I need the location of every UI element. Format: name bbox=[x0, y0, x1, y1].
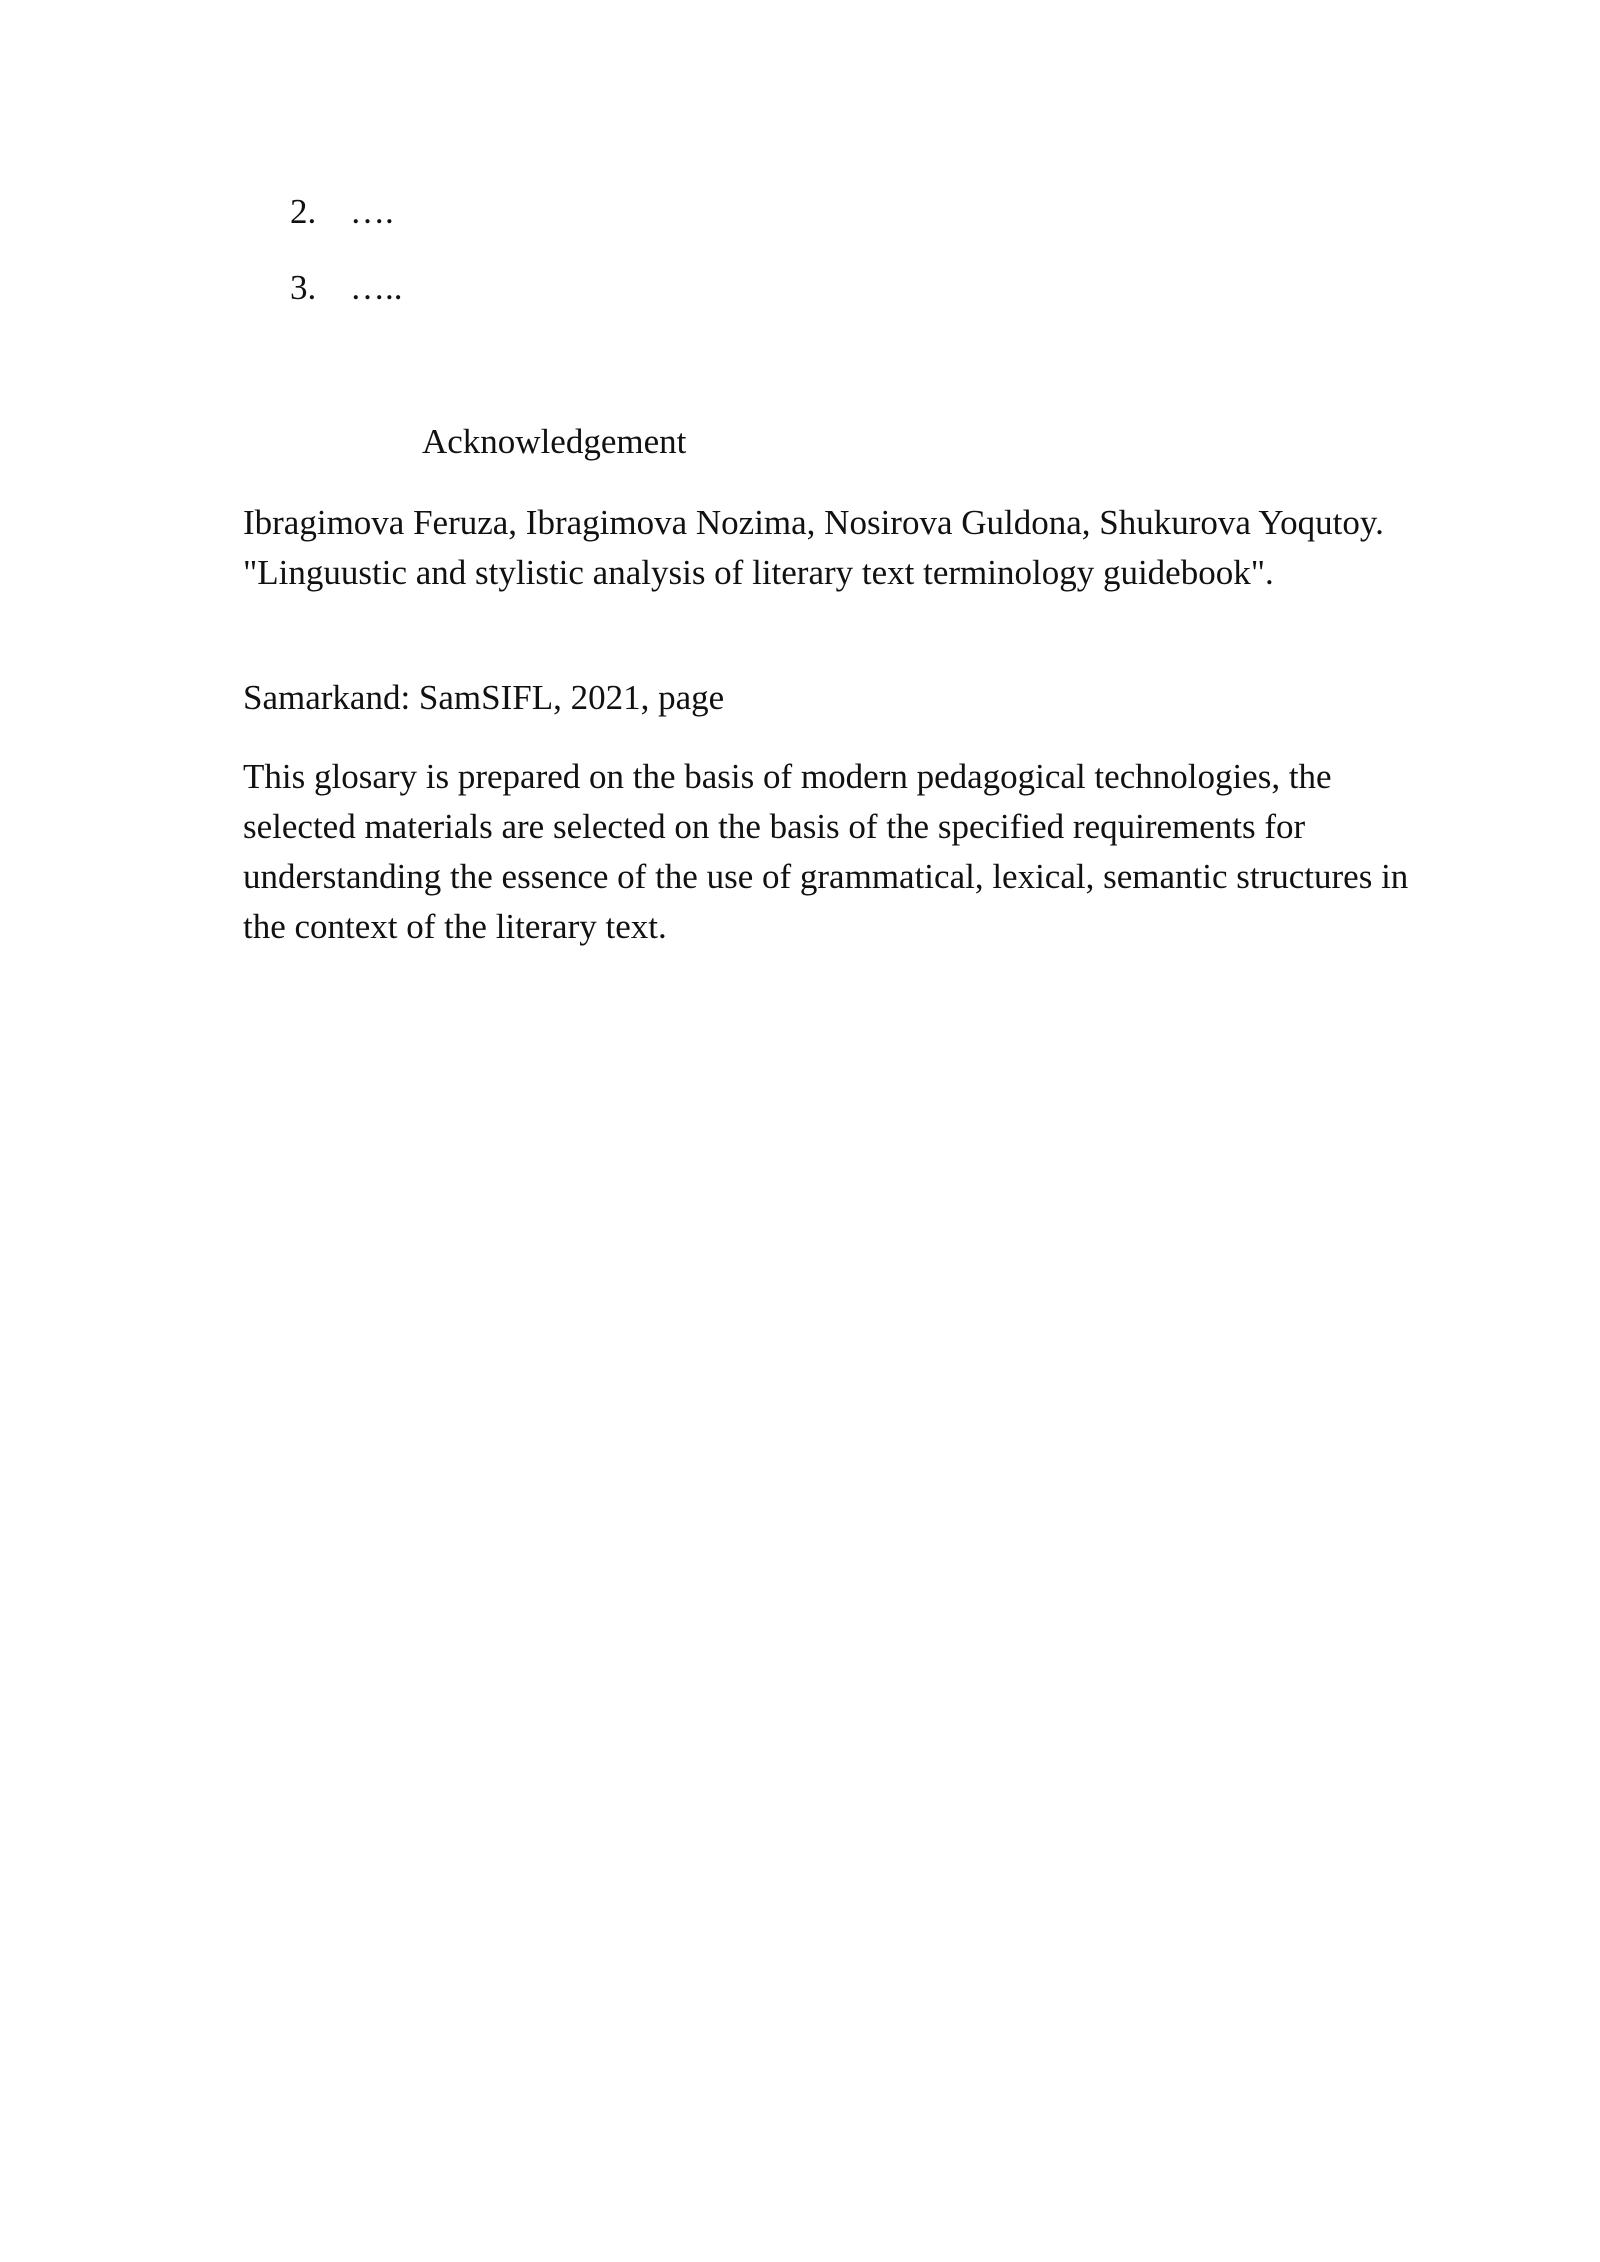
list-item-number: 2. bbox=[290, 192, 317, 231]
numbered-list bbox=[290, 192, 403, 344]
list-item-text: ….. bbox=[350, 268, 403, 307]
list-item bbox=[290, 192, 403, 232]
list-item-text: …. bbox=[350, 192, 394, 231]
section-heading: Acknowledgement bbox=[422, 422, 687, 461]
citation-paragraph: Ibragimova Feruza, Ibragimova Nozima, Nosirova Guldona, Shukurova Yoqutoy. "Linguustic and stylistic analysis of literary text terminology guidebook". bbox=[243, 503, 1384, 592]
description-paragraph: This glosary is prepared on the basis of modern pedagogical technologies, the selected materials are selected on the basis of the specified requirements for understanding the essence of the use of grammatical, lexical, semantic structures in the context of the literary text. bbox=[243, 757, 1409, 946]
list-item bbox=[290, 268, 403, 308]
publisher-paragraph: Samarkand: SamSIFL, 2021, page bbox=[243, 678, 725, 717]
list-item-number: 3. bbox=[290, 268, 317, 307]
